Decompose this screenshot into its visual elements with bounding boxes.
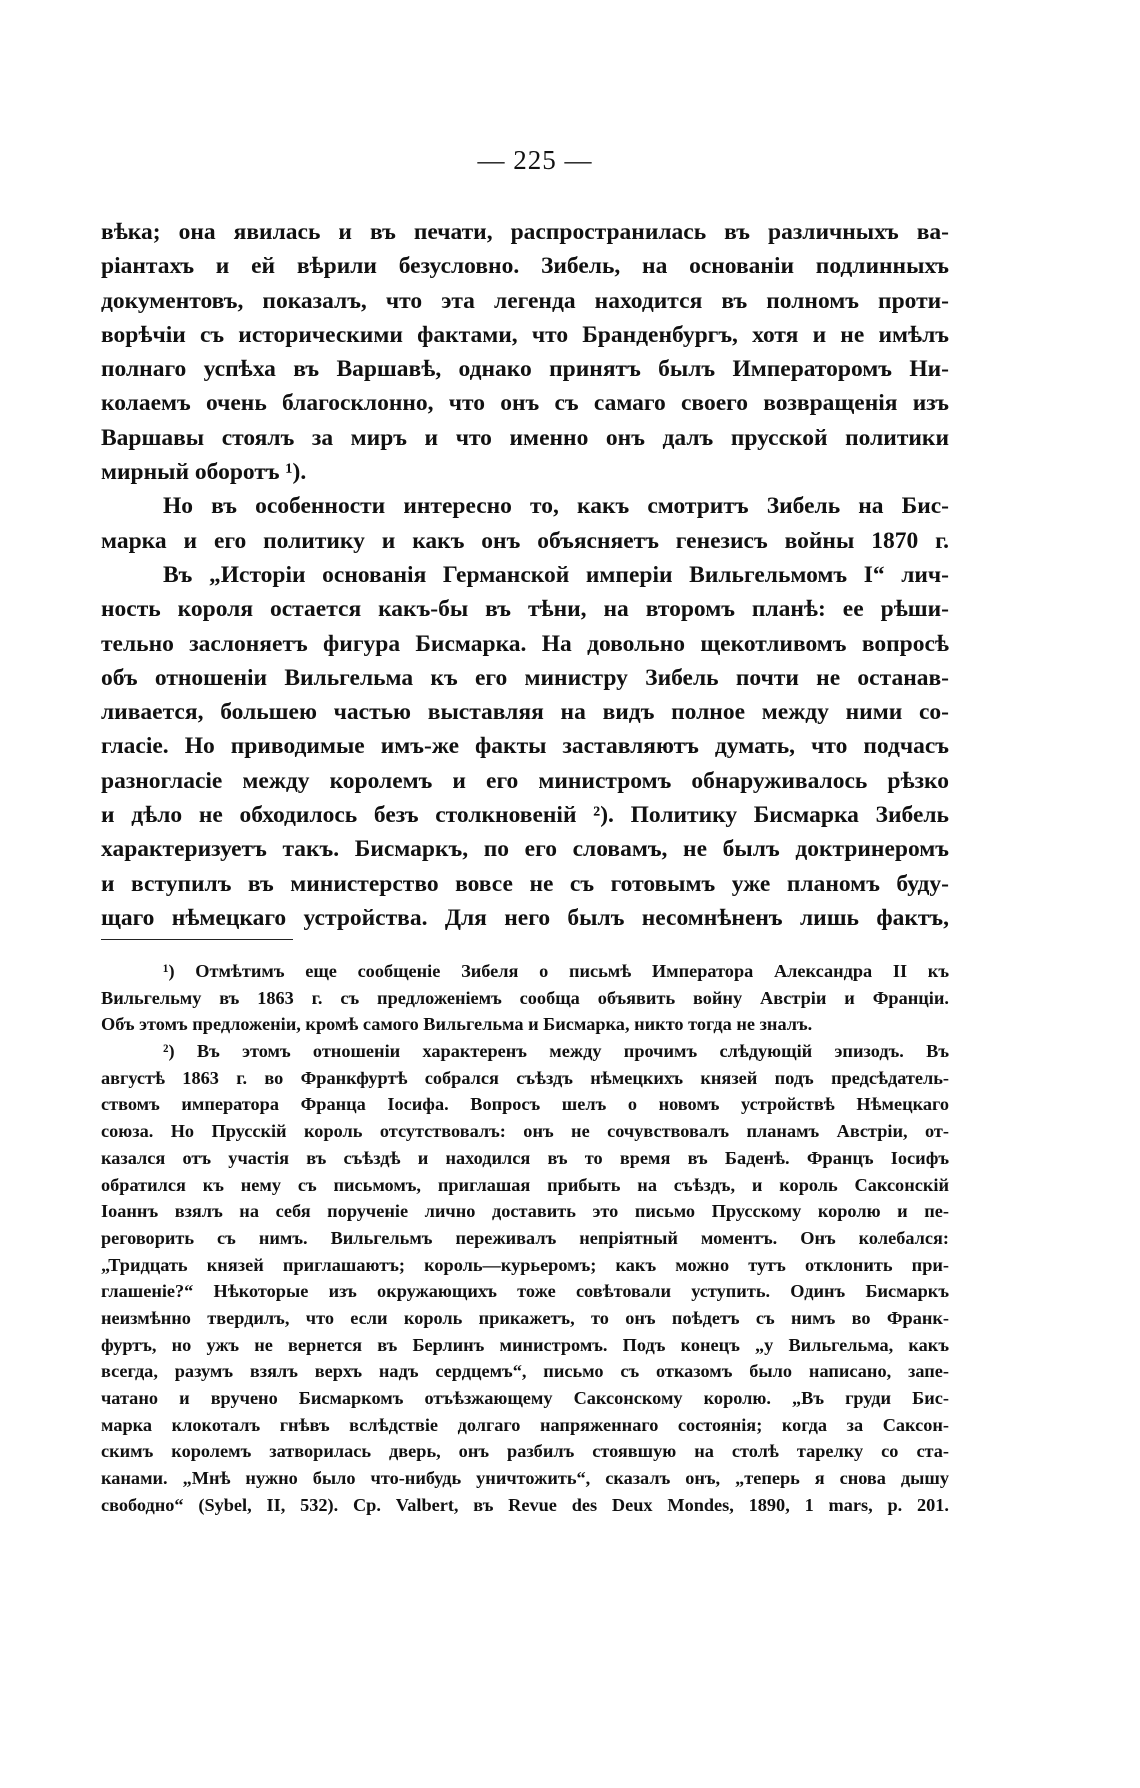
footnote-line: Іоаннъ взялъ на себя порученіе лично доставить это письмо Прусскому королю и пе- — [101, 1201, 949, 1222]
text-line: тельно заслоняетъ фигура Бисмарка. На довольно щекотливомъ вопросѣ — [101, 630, 949, 657]
footnote-line: ¹) Отмѣтимъ еще сообщеніе Зибеля о письмѣ Императора Александра II къ — [163, 961, 949, 981]
text-line: полнаго успѣха въ Варшавѣ, однако принятъ былъ Императоромъ Ни- — [101, 356, 949, 383]
footnote-line: августѣ 1863 г. во Франкфуртѣ собрался съѣздъ нѣмецкихъ князей подъ предсѣдатель- — [101, 1067, 949, 1088]
footnote-line: неизмѣнно твердилъ, что если король прикажетъ, то онъ поѣдетъ съ нимъ во Франк- — [101, 1307, 949, 1328]
footnote-line: фуртъ, но ужъ не вернется въ Берлинъ министромъ. Подъ конецъ „у Вильгельма, какъ — [101, 1334, 949, 1355]
footnote-line: Объ этомъ предложеніи, кромѣ самого Вильгельма и Бисмарка, никто тогда не зналъ. — [101, 1014, 813, 1035]
text-line: щаго нѣмецкаго устройства. Для него былъ несомнѣненъ лишь фактъ, — [101, 904, 949, 931]
footnote-line: обратился къ нему съ письмомъ, приглашая прибыть на съѣздъ, и король Саксонскій — [101, 1174, 949, 1195]
footnote-line: „Тридцать князей приглашаютъ; король—курьеромъ; какъ можно тутъ отклонить при- — [101, 1254, 949, 1275]
footnote-separator-rule — [101, 939, 293, 940]
text-line: ворѣчіи съ историческими фактами, что Бранденбургъ, хотя и не имѣлъ — [101, 321, 949, 348]
footnote-line: скимъ королемъ затворилась дверь, онъ разбилъ стоявшую на столѣ тарелку со ста- — [101, 1441, 949, 1462]
text-line: вѣка; она явилась и въ печати, распространилась въ различныхъ ва- — [101, 219, 949, 245]
text-line: объ отношеніи Вильгельма къ его министру Зибель почти не останав- — [101, 664, 949, 691]
footnotes-block — [101, 958, 949, 1518]
text-line: ріантахъ и ей вѣрили безусловно. Зибель, на основаніи подлинныхъ — [101, 253, 949, 280]
footnote-line: ствомъ императора Франца Іосифа. Вопросъ шелъ о новомъ устройствѣ Нѣмецкаго — [101, 1094, 949, 1115]
page-number: — 225 — — [477, 145, 593, 175]
footnote-line: чатано и вручено Бисмаркомъ отъѣзжающему Саксонскому королю. „Въ груди Бис- — [101, 1388, 949, 1408]
footnote-line: глашеніе?“ Нѣкоторые изъ окружающихъ тоже совѣтовали уступить. Одинъ Бисмаркъ — [101, 1281, 949, 1302]
text-line: мирный оборотъ ¹). — [101, 459, 307, 486]
text-line: колаемъ очень благосклонно, что онъ съ самаго своего возвращенія изъ — [101, 390, 949, 417]
text-line: марка и его политику и какъ онъ объясняетъ генезисъ войны 1870 г. — [101, 527, 949, 554]
footnote-line: реговорить съ нимъ. Вильгельмъ переживалъ непріятный моментъ. Онъ колебался: — [101, 1227, 949, 1248]
footnote-line: ²) Въ этомъ отношеніи характеренъ между прочимъ слѣдующій эпизодъ. Въ — [163, 1041, 949, 1062]
text-line: Варшавы стоялъ за миръ и что именно онъ далъ прусской политики — [101, 424, 949, 451]
footnote-line: марка клокоталъ гнѣвъ вслѣдствіе долгаго напряженнаго состоянія; когда за Саксон- — [101, 1414, 949, 1435]
text-line: разногласіе между королемъ и его министромъ обнаруживалось рѣзко — [101, 767, 949, 794]
text-line: документовъ, показалъ, что эта легенда находится въ полномъ проти- — [101, 287, 949, 314]
text-line: Въ „Исторіи основанія Германской имперіи Вильгельмомъ I“ лич- — [163, 561, 949, 588]
footnote-line: свободно“ (Sybel, II, 532). Ср. Valbert, въ Revue des Deux Mondes, 1890, 1 mars, p. 201. — [101, 1494, 949, 1515]
text-line: ливается, большею частью выставляя на видъ полное между ними со- — [101, 699, 949, 726]
footnote-line: казался отъ участія въ съѣздѣ и находился въ то время въ Баденѣ. Францъ Іосифъ — [101, 1147, 949, 1168]
text-line: гласіе. Но приводимые имъ-же факты заставляютъ думать, что подчасъ — [101, 733, 949, 760]
footnote-line: союза. Но Прусскій король отсутствовалъ: онъ не сочувствовалъ планамъ Австріи, от- — [101, 1121, 949, 1142]
footnote-line: Вильгельму въ 1863 г. съ предложеніемъ сообща объявить войну Австріи и Франціи. — [101, 987, 949, 1008]
text-line: и вступилъ въ министерство вовсе не съ готовымъ уже планомъ буду- — [101, 870, 949, 897]
text-line: ность короля остается какъ-бы въ тѣни, на второмъ планѣ: ее рѣши- — [101, 596, 949, 623]
footnote-line: всегда, разумъ взялъ верхъ надъ сердцемъ“, письмо съ отказомъ было написано, запе- — [101, 1361, 949, 1382]
footnote-line: канами. „Мнѣ нужно было что-нибудь уничтожить“, сказалъ онъ, „теперь я снова дышу — [101, 1468, 949, 1489]
text-line: характеризуетъ такъ. Бисмаркъ, по его словамъ, не былъ доктринеромъ — [101, 836, 949, 863]
text-line: Но въ особенности интересно то, какъ смотритъ Зибель на Бис- — [163, 493, 949, 520]
main-text-body — [101, 215, 949, 935]
text-line: и дѣло не обходилось безъ столкновеній ²). Политику Бисмарка Зибель — [101, 802, 949, 829]
